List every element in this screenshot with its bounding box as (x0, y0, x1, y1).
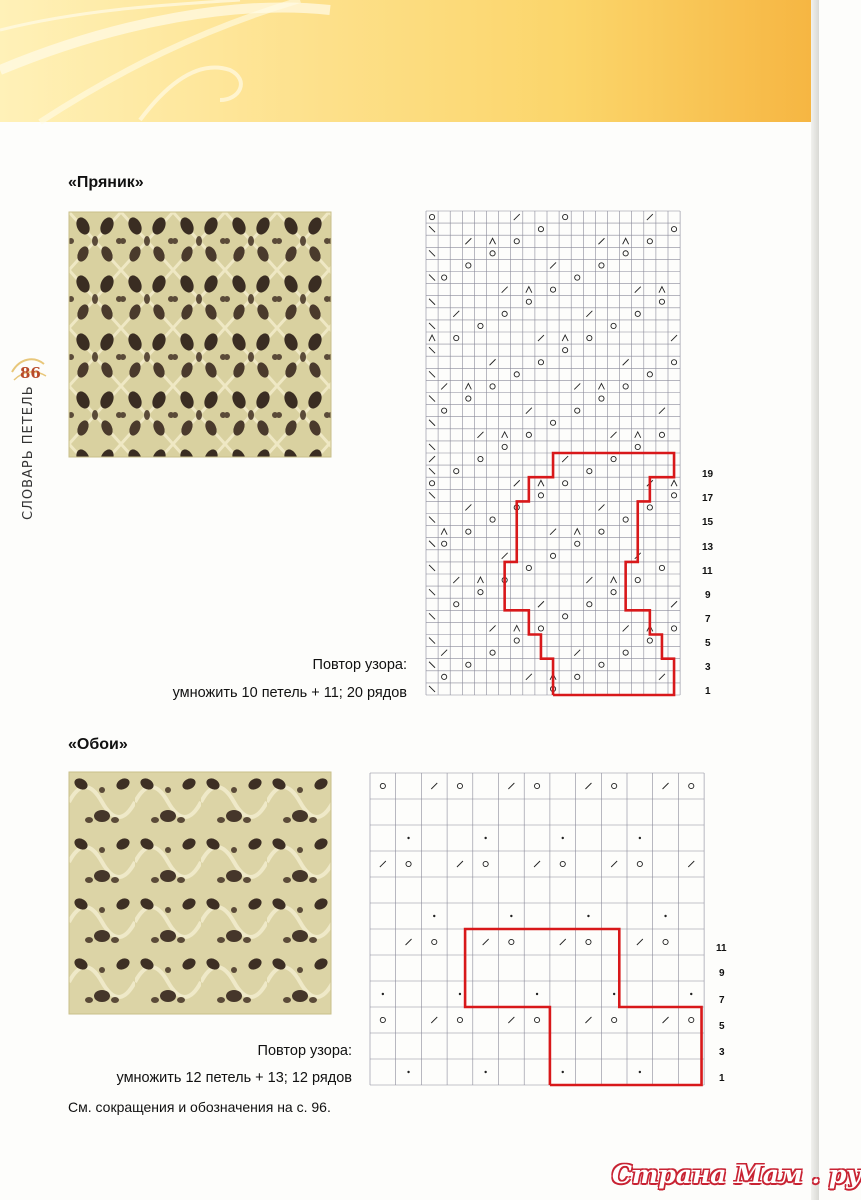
row-number: 5 (719, 1021, 725, 1032)
page-number: 86 (20, 364, 41, 382)
row-number: 7 (705, 614, 711, 625)
row-number: 9 (719, 968, 725, 979)
section-title: СЛОВАРЬ ПЕТЕЛЬ (21, 385, 36, 520)
row-number: 13 (702, 542, 714, 553)
row-number: 1 (719, 1073, 725, 1084)
row-number: 3 (719, 1047, 725, 1058)
footnote: См. сокращения и обозначения на с. 96. (68, 1099, 331, 1115)
row-number: 19 (702, 469, 714, 480)
pattern-photo-pryanik (69, 212, 331, 457)
chart-oboi (369, 772, 704, 1087)
pattern-photo-oboi (69, 772, 331, 1014)
page-edge (811, 0, 819, 1200)
repeat-label-oboi: Повтор узора: (257, 1043, 352, 1059)
row-number: 11 (702, 566, 713, 577)
row-number: 1 (705, 686, 711, 697)
repeat-label-pryanik: Повтор узора: (312, 657, 407, 673)
header-banner (0, 0, 819, 122)
repeat-formula-pryanik: умножить 10 петель + 11; 20 рядов (172, 685, 407, 701)
pattern-title-pryanik: «Пряник» (68, 174, 144, 191)
row-number: 17 (702, 493, 714, 504)
row-number: 5 (705, 638, 711, 649)
row-number: 3 (705, 662, 711, 673)
watermark-logo: Страна Мам . ру (612, 1160, 861, 1189)
row-number: 7 (719, 995, 725, 1006)
row-number: 9 (705, 590, 711, 601)
row-number: 15 (702, 517, 714, 528)
row-number: 11 (716, 943, 727, 954)
chart-pryanik (425, 210, 695, 700)
decorative-swirl (0, 0, 819, 122)
repeat-formula-oboi: умножить 12 петель + 13; 12 рядов (116, 1070, 352, 1086)
pattern-title-oboi: «Обои» (68, 736, 128, 753)
